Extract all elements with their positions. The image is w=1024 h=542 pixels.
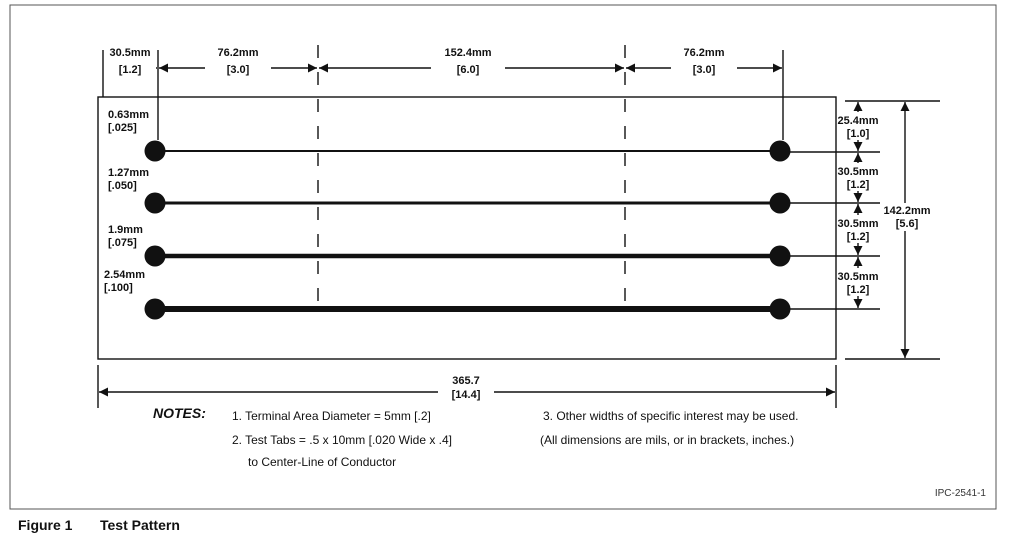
overall-width-value: 365.7	[452, 375, 480, 387]
conductor-2-mm: 1.27mm	[108, 167, 149, 179]
top-dim-4-mm: 76.2mm	[683, 47, 725, 59]
board-outline	[98, 97, 836, 359]
top-dim-1-in: [1.2]	[118, 64, 142, 76]
conductors	[145, 141, 791, 320]
spacing-1-in: [1.0]	[846, 128, 870, 140]
terminal-pad	[145, 246, 166, 267]
top-dim-3-in: [6.0]	[456, 64, 480, 76]
top-dim-2-mm: 76.2mm	[217, 47, 259, 59]
caption-label: Figure 1	[18, 517, 73, 533]
spacing-3-mm: 30.5mm	[837, 218, 879, 230]
conductor-3-in: [.075]	[108, 237, 137, 249]
note-2-continued: to Center-Line of Conductor	[248, 455, 397, 469]
figure-caption	[18, 517, 180, 533]
spacing-1-mm: 25.4mm	[837, 115, 879, 127]
right-spacing-labels	[837, 112, 933, 296]
spacing-4-mm: 30.5mm	[837, 271, 879, 283]
conductor-labels	[104, 109, 149, 294]
notes-heading: NOTES:	[153, 405, 206, 421]
spacing-4-in: [1.2]	[846, 284, 870, 296]
terminal-pad	[770, 299, 791, 320]
conductor-1-mm: 0.63mm	[108, 109, 149, 121]
terminal-pad	[770, 193, 791, 214]
top-dim-1-mm: 30.5mm	[109, 47, 151, 59]
overall-height-mm: 142.2mm	[883, 205, 931, 217]
overall-width-dimension	[99, 372, 835, 402]
conductor-4-mm: 2.54mm	[104, 269, 145, 281]
notes	[153, 405, 798, 469]
spacing-2-mm: 30.5mm	[837, 166, 879, 178]
spacing-3-in: [1.2]	[846, 231, 870, 243]
note-3: 3. Other widths of specific interest may be used.	[543, 409, 799, 423]
conductor-3-mm: 1.9mm	[108, 224, 143, 236]
spacing-2-in: [1.2]	[846, 179, 870, 191]
top-dimension-labels	[104, 43, 737, 79]
figure-reference: IPC-2541-1	[934, 488, 986, 499]
caption-title: Test Pattern	[100, 517, 180, 533]
conductor-2-in: [.050]	[108, 180, 137, 192]
top-dim-3-mm: 152.4mm	[444, 47, 492, 59]
note-1: 1. Terminal Area Diameter = 5mm [.2]	[232, 409, 431, 423]
note-2: 2. Test Tabs = .5 x 10mm [.020 Wide x .4]	[232, 433, 452, 447]
top-dim-2-in: [3.0]	[226, 64, 250, 76]
terminal-pad	[145, 193, 166, 214]
note-4: (All dimensions are mils, or in brackets, inches.)	[540, 433, 795, 447]
conductor-4-in: [.100]	[104, 282, 133, 294]
overall-height-in: [5.6]	[895, 218, 919, 230]
conductor-1-in: [.025]	[108, 122, 137, 134]
terminal-pad	[145, 299, 166, 320]
top-dim-4-in: [3.0]	[692, 64, 716, 76]
overall-width-in: [14.4]	[451, 389, 481, 401]
terminal-pad	[770, 141, 791, 162]
terminal-pad	[770, 246, 791, 267]
terminal-pad	[145, 141, 166, 162]
extension-lines	[98, 45, 940, 408]
